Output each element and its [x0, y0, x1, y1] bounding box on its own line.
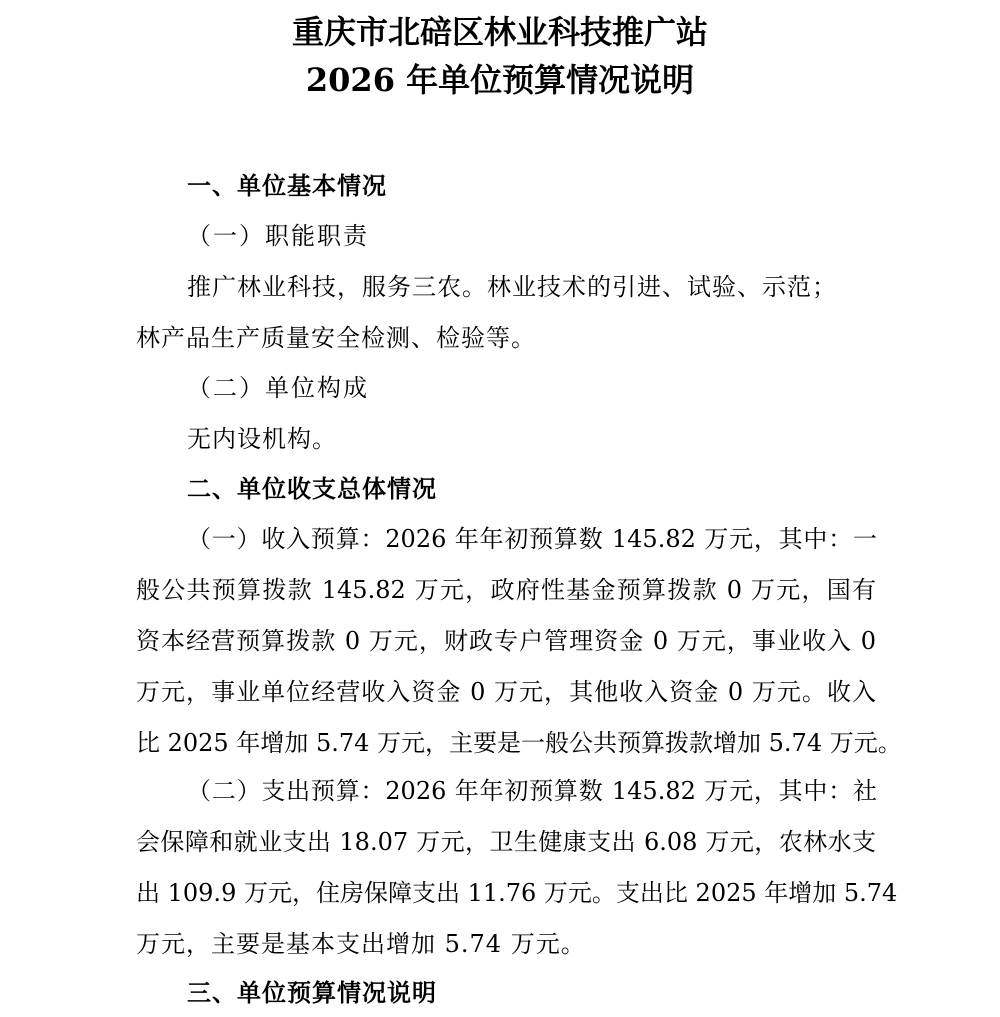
section3-heading: 三、单位预算情况说明 — [187, 979, 437, 1007]
section2-expense-line3: 出 109.9 万元，住房保障支出 11.76 万元。支出比 2025 年增加 5.74 — [136, 879, 898, 907]
section1-sub1-text-line2: 林产品生产质量安全检测、检验等。 — [136, 324, 536, 352]
document-title-line2: 2026 年单位预算情况说明 — [305, 61, 695, 99]
section2-income-line1: （一）收入预算：2026 年年初预算数 145.82 万元，其中：一 — [187, 525, 877, 553]
document-title-line1: 重庆市北碚区林业科技推广站 — [291, 13, 708, 51]
section2-income-line4: 万元，事业单位经营收入资金 0 万元，其他收入资金 0 万元。收入 — [136, 678, 876, 706]
section2-income-line2: 般公共预算拨款 145.82 万元，政府性基金预算拨款 0 万元，国有 — [136, 576, 876, 604]
section2-income-line3: 资本经营预算拨款 0 万元，财政专户管理资金 0 万元，事业收入 0 — [136, 627, 876, 655]
section1-sub1-heading: （一）职能职责 — [187, 222, 369, 250]
section2-expense-line2: 会保障和就业支出 18.07 万元，卫生健康支出 6.08 万元，农林水支 — [136, 828, 876, 856]
section1-sub2-heading: （二）单位构成 — [187, 374, 369, 402]
section2-expense-line1: （二）支出预算：2026 年年初预算数 145.82 万元，其中：社 — [187, 777, 877, 805]
section1-sub2-text: 无内设机构。 — [187, 425, 337, 453]
section2-heading: 二、单位收支总体情况 — [187, 475, 437, 503]
section2-income-line5: 比 2025 年增加 5.74 万元，主要是一般公共预算拨款增加 5.74 万元。 — [136, 729, 902, 757]
section2-expense-line4: 万元，主要是基本支出增加 5.74 万元。 — [136, 930, 586, 958]
section1-heading: 一、单位基本情况 — [187, 172, 387, 200]
section1-sub1-text-line1: 推广林业科技，服务三农。林业技术的引进、试验、示范； — [187, 273, 837, 301]
